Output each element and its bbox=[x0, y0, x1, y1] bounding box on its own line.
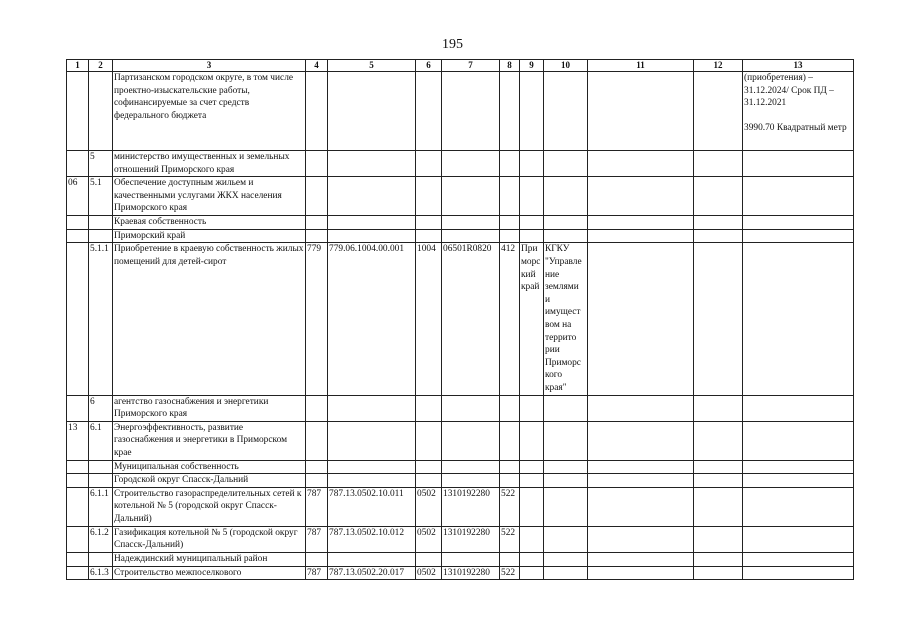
cell-col-9 bbox=[520, 216, 544, 230]
cell-col-11 bbox=[588, 177, 694, 216]
cell-col-3: Приморский край bbox=[113, 229, 306, 243]
cell-col-7 bbox=[442, 474, 500, 488]
cell-col-1 bbox=[67, 526, 89, 552]
cell-col-7 bbox=[442, 216, 500, 230]
cell-col-5 bbox=[328, 460, 416, 474]
cell-col-4: 787 bbox=[306, 526, 328, 552]
cell-col-5 bbox=[328, 151, 416, 177]
cell-col-9 bbox=[520, 177, 544, 216]
cell-col-8 bbox=[500, 151, 520, 177]
cell-col-7 bbox=[442, 72, 500, 151]
cell-col-6 bbox=[416, 229, 442, 243]
col-header-1: 1 bbox=[67, 60, 89, 72]
cell-col-2 bbox=[89, 72, 113, 151]
cell-col-5 bbox=[328, 395, 416, 421]
cell-col-9 bbox=[520, 487, 544, 526]
cell-col-7 bbox=[442, 553, 500, 567]
cell-col-9: При морс кий край bbox=[520, 243, 544, 395]
cell-col-4 bbox=[306, 177, 328, 216]
col-header-6: 6 bbox=[416, 60, 442, 72]
col-header-8: 8 bbox=[500, 60, 520, 72]
cell-col-2: 6 bbox=[89, 395, 113, 421]
cell-col-3: Строительство межпоселкового bbox=[113, 566, 306, 580]
cell-col-13 bbox=[743, 566, 854, 580]
cell-col-1 bbox=[67, 243, 89, 395]
cell-col-10 bbox=[544, 151, 588, 177]
cell-col-4 bbox=[306, 151, 328, 177]
cell-col-3: Приобретение в краевую собственность жилых помещений для детей-сирот bbox=[113, 243, 306, 395]
budget-table bbox=[66, 59, 854, 580]
cell-col-7: 1310192280 bbox=[442, 566, 500, 580]
table-row bbox=[67, 72, 854, 151]
cell-col-2 bbox=[89, 553, 113, 567]
cell-col-11 bbox=[588, 421, 694, 460]
cell-col-12 bbox=[694, 395, 743, 421]
cell-col-3: Муниципальная собственность bbox=[113, 460, 306, 474]
cell-col-9 bbox=[520, 421, 544, 460]
cell-col-10: КГКУ "Управле ние землями и имущест вом на террито рии Приморс кого края" bbox=[544, 243, 588, 395]
cell-col-11 bbox=[588, 395, 694, 421]
cell-col-1: 13 bbox=[67, 421, 89, 460]
cell-col-2: 6.1.3 bbox=[89, 566, 113, 580]
cell-col-11 bbox=[588, 216, 694, 230]
cell-col-4 bbox=[306, 216, 328, 230]
cell-col-5: 787.13.0502.10.012 bbox=[328, 526, 416, 552]
cell-col-6 bbox=[416, 474, 442, 488]
cell-col-6 bbox=[416, 395, 442, 421]
cell-col-4: 787 bbox=[306, 566, 328, 580]
cell-col-2 bbox=[89, 474, 113, 488]
cell-col-10 bbox=[544, 474, 588, 488]
cell-col-8 bbox=[500, 474, 520, 488]
cell-col-6: 1004 bbox=[416, 243, 442, 395]
cell-col-6 bbox=[416, 460, 442, 474]
cell-col-12 bbox=[694, 460, 743, 474]
cell-col-3: Строительство газораспределительных сетей к котельной № 5 (городской округ Спасск-Дальний) bbox=[113, 487, 306, 526]
cell-col-2: 5 bbox=[89, 151, 113, 177]
cell-col-6: 0502 bbox=[416, 566, 442, 580]
cell-col-10 bbox=[544, 72, 588, 151]
cell-col-12 bbox=[694, 526, 743, 552]
cell-col-4 bbox=[306, 474, 328, 488]
cell-col-2 bbox=[89, 216, 113, 230]
cell-col-2: 6.1.2 bbox=[89, 526, 113, 552]
cell-col-10 bbox=[544, 460, 588, 474]
cell-col-2 bbox=[89, 460, 113, 474]
cell-col-13 bbox=[743, 151, 854, 177]
cell-col-6 bbox=[416, 421, 442, 460]
cell-col-9 bbox=[520, 566, 544, 580]
cell-col-10 bbox=[544, 487, 588, 526]
cell-col-10 bbox=[544, 553, 588, 567]
cell-col-7 bbox=[442, 151, 500, 177]
cell-col-7 bbox=[442, 177, 500, 216]
cell-col-3: Городской округ Спасск-Дальний bbox=[113, 474, 306, 488]
cell-col-10 bbox=[544, 421, 588, 460]
cell-col-1 bbox=[67, 487, 89, 526]
cell-col-10 bbox=[544, 229, 588, 243]
cell-col-8: 412 bbox=[500, 243, 520, 395]
cell-col-3: Партизанском городском округе, в том числе проектно-изыскательские работы, софинансируемые за счет средств федерального бюджета bbox=[113, 72, 306, 151]
cell-col-3: Надеждинский муниципальный район bbox=[113, 553, 306, 567]
col-header-9: 9 bbox=[520, 60, 544, 72]
cell-col-13 bbox=[743, 460, 854, 474]
col-header-3: 3 bbox=[113, 60, 306, 72]
cell-col-4 bbox=[306, 460, 328, 474]
cell-col-11 bbox=[588, 229, 694, 243]
cell-col-9 bbox=[520, 474, 544, 488]
cell-col-12 bbox=[694, 229, 743, 243]
cell-col-7 bbox=[442, 395, 500, 421]
col-header-7: 7 bbox=[442, 60, 500, 72]
cell-col-3: Краевая собственность bbox=[113, 216, 306, 230]
table-row bbox=[67, 421, 854, 460]
cell-col-8 bbox=[500, 216, 520, 230]
cell-col-7: 1310192280 bbox=[442, 526, 500, 552]
cell-col-7 bbox=[442, 460, 500, 474]
cell-col-5 bbox=[328, 229, 416, 243]
cell-col-2: 5.1.1 bbox=[89, 243, 113, 395]
cell-col-6 bbox=[416, 72, 442, 151]
table-row bbox=[67, 526, 854, 552]
cell-col-10 bbox=[544, 395, 588, 421]
cell-col-13 bbox=[743, 229, 854, 243]
cell-col-13 bbox=[743, 421, 854, 460]
cell-col-12 bbox=[694, 151, 743, 177]
cell-col-5 bbox=[328, 72, 416, 151]
cell-col-1 bbox=[67, 216, 89, 230]
cell-col-13 bbox=[743, 526, 854, 552]
cell-col-4 bbox=[306, 72, 328, 151]
table-row bbox=[67, 151, 854, 177]
cell-col-1: 06 bbox=[67, 177, 89, 216]
cell-col-10 bbox=[544, 177, 588, 216]
table-row bbox=[67, 460, 854, 474]
cell-col-11 bbox=[588, 474, 694, 488]
cell-col-8 bbox=[500, 553, 520, 567]
cell-col-11 bbox=[588, 243, 694, 395]
table-row bbox=[67, 487, 854, 526]
cell-col-1 bbox=[67, 460, 89, 474]
cell-col-4 bbox=[306, 395, 328, 421]
cell-col-12 bbox=[694, 474, 743, 488]
cell-col-13: (приобретения) – 31.12.2024/ Срок ПД – 31.12.2021 3990.70 Квадратный метр bbox=[743, 72, 854, 151]
cell-col-1 bbox=[67, 229, 89, 243]
cell-col-5 bbox=[328, 474, 416, 488]
table-row bbox=[67, 229, 854, 243]
cell-col-2: 6.1.1 bbox=[89, 487, 113, 526]
cell-col-13 bbox=[743, 474, 854, 488]
cell-col-11 bbox=[588, 553, 694, 567]
cell-col-11 bbox=[588, 460, 694, 474]
cell-col-1 bbox=[67, 151, 89, 177]
table-header-row bbox=[67, 60, 854, 72]
cell-col-12 bbox=[694, 421, 743, 460]
cell-col-8 bbox=[500, 72, 520, 151]
cell-col-2 bbox=[89, 229, 113, 243]
cell-col-8 bbox=[500, 395, 520, 421]
col-header-4: 4 bbox=[306, 60, 328, 72]
cell-col-13 bbox=[743, 395, 854, 421]
cell-col-8: 522 bbox=[500, 566, 520, 580]
cell-col-3: Обеспечение доступным жильем и качественными услугами ЖКХ населения Приморского края bbox=[113, 177, 306, 216]
cell-col-10 bbox=[544, 526, 588, 552]
cell-col-7: 1310192280 bbox=[442, 487, 500, 526]
cell-col-11 bbox=[588, 151, 694, 177]
col-header-11: 11 bbox=[588, 60, 694, 72]
cell-col-1 bbox=[67, 566, 89, 580]
table-row bbox=[67, 566, 854, 580]
cell-col-8: 522 bbox=[500, 526, 520, 552]
cell-col-9 bbox=[520, 526, 544, 552]
cell-col-9 bbox=[520, 151, 544, 177]
cell-col-12 bbox=[694, 216, 743, 230]
cell-col-11 bbox=[588, 72, 694, 151]
cell-col-12 bbox=[694, 487, 743, 526]
cell-col-5: 779.06.1004.00.001 bbox=[328, 243, 416, 395]
cell-col-5 bbox=[328, 177, 416, 216]
cell-col-1 bbox=[67, 395, 89, 421]
cell-col-12 bbox=[694, 243, 743, 395]
cell-col-2: 5.1 bbox=[89, 177, 113, 216]
cell-col-5 bbox=[328, 216, 416, 230]
col-header-10: 10 bbox=[544, 60, 588, 72]
cell-col-9 bbox=[520, 395, 544, 421]
cell-col-2: 6.1 bbox=[89, 421, 113, 460]
cell-col-11 bbox=[588, 566, 694, 580]
cell-col-3: Энергоэффективность, развитие газоснабжения и энергетики в Приморском крае bbox=[113, 421, 306, 460]
cell-col-4: 787 bbox=[306, 487, 328, 526]
cell-col-13 bbox=[743, 487, 854, 526]
col-header-13: 13 bbox=[743, 60, 854, 72]
table-row bbox=[67, 216, 854, 230]
cell-col-3: агентство газоснабжения и энергетики Приморского края bbox=[113, 395, 306, 421]
cell-col-1 bbox=[67, 72, 89, 151]
cell-col-13 bbox=[743, 243, 854, 395]
cell-col-8 bbox=[500, 421, 520, 460]
cell-col-6 bbox=[416, 553, 442, 567]
cell-col-13 bbox=[743, 216, 854, 230]
cell-col-10 bbox=[544, 216, 588, 230]
cell-col-5 bbox=[328, 553, 416, 567]
cell-col-4 bbox=[306, 421, 328, 460]
cell-col-9 bbox=[520, 72, 544, 151]
cell-col-11 bbox=[588, 526, 694, 552]
cell-col-6 bbox=[416, 177, 442, 216]
cell-col-8: 522 bbox=[500, 487, 520, 526]
col-header-2: 2 bbox=[89, 60, 113, 72]
cell-col-7: 06501R0820 bbox=[442, 243, 500, 395]
cell-col-5: 787.13.0502.10.011 bbox=[328, 487, 416, 526]
cell-col-8 bbox=[500, 460, 520, 474]
table-row bbox=[67, 474, 854, 488]
cell-col-9 bbox=[520, 553, 544, 567]
cell-col-6: 0502 bbox=[416, 526, 442, 552]
cell-col-4 bbox=[306, 229, 328, 243]
cell-col-3: министерство имущественных и земельных отношений Приморского края bbox=[113, 151, 306, 177]
cell-col-1 bbox=[67, 553, 89, 567]
cell-col-7 bbox=[442, 229, 500, 243]
cell-col-6 bbox=[416, 216, 442, 230]
cell-col-12 bbox=[694, 177, 743, 216]
table-row bbox=[67, 553, 854, 567]
cell-col-10 bbox=[544, 566, 588, 580]
cell-col-12 bbox=[694, 553, 743, 567]
col-header-5: 5 bbox=[328, 60, 416, 72]
table-row bbox=[67, 177, 854, 216]
cell-col-5: 787.13.0502.20.017 bbox=[328, 566, 416, 580]
cell-col-1 bbox=[67, 474, 89, 488]
cell-col-12 bbox=[694, 566, 743, 580]
cell-col-5 bbox=[328, 421, 416, 460]
cell-col-3: Газификация котельной № 5 (городской округ Спасск-Дальний) bbox=[113, 526, 306, 552]
cell-col-8 bbox=[500, 177, 520, 216]
cell-col-12 bbox=[694, 72, 743, 151]
cell-col-4 bbox=[306, 553, 328, 567]
cell-col-6 bbox=[416, 151, 442, 177]
cell-col-4: 779 bbox=[306, 243, 328, 395]
col-header-12: 12 bbox=[694, 60, 743, 72]
cell-col-6: 0502 bbox=[416, 487, 442, 526]
page-number: 195 bbox=[442, 37, 463, 52]
cell-col-13 bbox=[743, 177, 854, 216]
cell-col-7 bbox=[442, 421, 500, 460]
table-row bbox=[67, 243, 854, 395]
table-row bbox=[67, 395, 854, 421]
cell-col-9 bbox=[520, 460, 544, 474]
cell-col-9 bbox=[520, 229, 544, 243]
cell-col-13 bbox=[743, 553, 854, 567]
cell-col-11 bbox=[588, 487, 694, 526]
cell-col-8 bbox=[500, 229, 520, 243]
